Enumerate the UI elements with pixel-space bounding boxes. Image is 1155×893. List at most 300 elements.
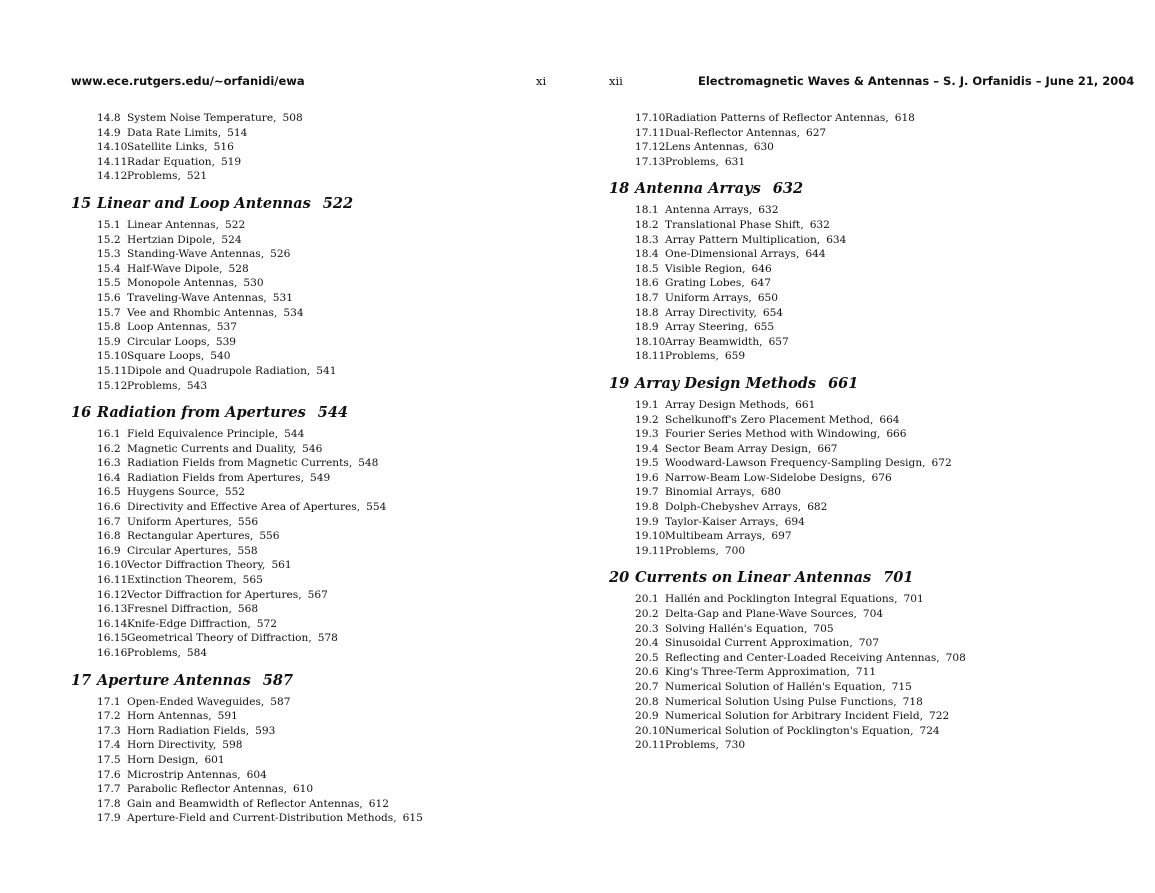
chapter-page-number: 544: [317, 404, 349, 422]
chapter-page-number: 522: [322, 194, 354, 212]
section-page-number: 659: [724, 350, 746, 363]
section-number: 17.2: [97, 710, 121, 723]
section-title: Vector Diffraction for Apertures,: [127, 588, 302, 601]
section-title: Extinction Theorem,: [127, 574, 237, 587]
section-page-number: 516: [213, 141, 234, 154]
toc-section-entry: [609, 622, 966, 637]
section-title: Parabolic Reflector Antennas,: [127, 783, 287, 796]
section-title: Horn Directivity,: [127, 739, 217, 752]
toc-section-entry: [609, 529, 966, 544]
toc-chapter: [71, 403, 423, 661]
section-title: Array Design Methods,: [665, 398, 790, 411]
section-page-number: 522: [225, 218, 246, 231]
right-page-number: xii: [609, 74, 623, 88]
toc-section-entry: [609, 306, 966, 321]
section-number: 16.16: [97, 647, 128, 659]
chapter-number: 20: [609, 569, 630, 587]
section-page-number: 694: [784, 515, 805, 528]
toc-section-entry: [71, 471, 423, 486]
section-title: Problems,: [665, 544, 719, 557]
section-number: 16.13: [97, 603, 128, 616]
section-title: Array Directivity,: [665, 306, 757, 319]
chapter-heading: [71, 403, 423, 423]
section-number: 20.7: [635, 681, 659, 693]
chapter-number: 18: [609, 180, 630, 198]
section-title: Hallén and Pocklington Integral Equations,: [665, 593, 898, 606]
section-title: Hertzian Dipole,: [127, 233, 216, 246]
section-page-number: 604: [246, 768, 267, 781]
toc-section-entry: [609, 413, 966, 428]
chapter-spacer: [609, 558, 966, 568]
toc-chapter: [609, 374, 966, 559]
toc-section-entry: [71, 738, 423, 753]
left-page-number: xi: [536, 74, 547, 88]
section-title: Directivity and Effective Area of Apertures,: [127, 501, 361, 514]
toc-section-entry: [609, 695, 966, 710]
section-title: Open-Ended Waveguides,: [127, 695, 265, 708]
section-number: 19.8: [635, 501, 659, 514]
section-number: 19.4: [635, 442, 659, 455]
toc-section-entry: [71, 485, 423, 500]
section-title: Taylor-Kaiser Arrays,: [665, 515, 779, 528]
section-number: 18.7: [635, 291, 659, 304]
section-page-number: 657: [768, 335, 789, 348]
section-title: Delta-Gap and Plane-Wave Sources,: [665, 608, 857, 621]
chapter-number: 19: [609, 374, 630, 392]
section-number: 18.4: [635, 248, 659, 261]
section-page-number: 587: [270, 695, 291, 708]
section-title: Translational Phase Shift,: [665, 218, 804, 231]
toc-section-entry: [71, 155, 423, 170]
chapter-title: Radiation from Apertures: [97, 404, 306, 422]
toc-section-entry: [609, 247, 966, 262]
section-title: Reflecting and Center-Loaded Receiving Antennas,: [665, 651, 940, 664]
chapter-spacer: [71, 184, 423, 194]
toc-section-entry: [71, 782, 423, 797]
toc-section-entry: [609, 500, 966, 515]
chapter-spacer: [71, 393, 423, 403]
section-number: 17.10: [635, 112, 666, 124]
section-number: 15.7: [97, 306, 121, 319]
section-number: 17.12: [635, 141, 666, 154]
section-title: Vector Diffraction Theory,: [127, 559, 266, 572]
toc-section-entry: [71, 126, 423, 141]
section-page-number: 552: [224, 486, 246, 499]
chapter-title: Aperture Antennas: [97, 671, 251, 689]
section-number: 16.4: [97, 471, 121, 484]
toc-section-entry: [71, 427, 423, 442]
toc-section-entry: [609, 456, 966, 471]
section-number: 18.10: [635, 335, 666, 348]
toc-section-entry: [71, 335, 423, 350]
section-page-number: 612: [368, 797, 389, 810]
section-page-number: 578: [317, 632, 338, 645]
section-title: Problems,: [665, 350, 719, 363]
toc-section-entry: [609, 592, 966, 607]
section-title: Magnetic Currents and Duality,: [127, 442, 297, 455]
section-page-number: 554: [366, 501, 387, 514]
section-number: 16.12: [97, 588, 128, 601]
chapter-page-number: 632: [772, 180, 804, 198]
chapter-number: 16: [71, 404, 92, 422]
section-number: 20.8: [635, 695, 659, 708]
section-title: Problems,: [127, 647, 181, 659]
toc-section-entry: [609, 427, 966, 442]
toc-section-entry: [609, 665, 966, 680]
section-page-number: 627: [805, 126, 827, 139]
toc-section-entry: [71, 544, 423, 559]
toc-section-entry: [609, 291, 966, 306]
section-page-number: 567: [307, 588, 328, 601]
section-title: Fresnel Diffraction,: [127, 603, 232, 616]
section-page-number: 697: [771, 530, 792, 543]
toc-section-entry: [71, 646, 423, 661]
section-number: 16.11: [97, 574, 128, 587]
chapter-page-number: 701: [883, 569, 914, 587]
section-title: Radiation Fields from Apertures,: [127, 471, 304, 484]
toc-chapter: [71, 671, 423, 826]
section-page-number: 707: [858, 637, 879, 650]
section-title: Horn Radiation Fields,: [127, 724, 250, 737]
toc-section-entry: [71, 529, 423, 544]
section-title: Radiation Fields from Magnetic Currents,: [127, 457, 353, 470]
section-page-number: 730: [724, 739, 746, 752]
toc-section-entry: [609, 709, 966, 724]
chapter-spacer: [71, 661, 423, 671]
section-number: 19.11: [635, 544, 666, 557]
section-title: Grating Lobes,: [665, 277, 745, 290]
toc-section-entry: [71, 379, 423, 394]
section-title: Knife-Edge Diffraction,: [127, 617, 251, 630]
section-title: Schelkunoff's Zero Placement Method,: [665, 413, 874, 426]
section-number: 16.15: [97, 632, 128, 645]
section-title: Problems,: [127, 170, 181, 183]
section-number: 18.2: [635, 218, 659, 231]
section-page-number: 556: [237, 515, 259, 528]
section-title: Circular Apertures,: [127, 544, 232, 557]
section-number: 15.8: [97, 321, 121, 334]
chapter-title: Array Design Methods: [635, 374, 817, 392]
section-title: Standing-Wave Antennas,: [127, 248, 265, 261]
toc-section-entry: [71, 140, 423, 155]
toc-section-entry: [609, 203, 966, 218]
section-page-number: 618: [894, 112, 915, 124]
toc-section-entry: [609, 320, 966, 335]
section-page-number: 548: [358, 457, 379, 470]
section-page-number: 561: [271, 559, 292, 572]
toc-chapter: [71, 194, 423, 393]
section-page-number: 540: [210, 350, 231, 363]
section-page-number: 584: [186, 647, 208, 659]
section-title: Data Rate Limits,: [127, 126, 222, 139]
section-title: Square Loops,: [127, 350, 205, 363]
section-page-number: 539: [215, 335, 237, 348]
section-number: 15.10: [97, 350, 128, 363]
section-title: Uniform Apertures,: [127, 515, 232, 528]
toc-section-entry: [609, 233, 966, 248]
chapter-spacer: [609, 364, 966, 374]
section-page-number: 708: [945, 651, 966, 664]
section-page-number: 546: [302, 442, 323, 455]
section-number: 20.4: [635, 637, 659, 650]
section-page-number: 572: [256, 617, 277, 630]
section-title: Rectangular Apertures,: [127, 530, 254, 543]
section-page-number: 549: [309, 471, 331, 484]
section-number: 17.5: [97, 753, 121, 766]
toc-section-entry: [71, 349, 423, 364]
section-title: Aperture-Field and Current-Distribution Methods,: [127, 812, 397, 825]
section-title: Dolph-Chebyshev Arrays,: [665, 501, 802, 514]
section-title: Geometrical Theory of Diffraction,: [127, 632, 312, 645]
section-page-number: 655: [753, 321, 775, 334]
section-page-number: 682: [807, 501, 828, 514]
section-page-number: 701: [903, 593, 924, 606]
section-number: 17.8: [97, 797, 121, 810]
section-title: Circular Loops,: [127, 335, 210, 348]
section-page-number: 630: [753, 141, 774, 154]
section-title: Dual-Reflector Antennas,: [665, 126, 800, 139]
toc-section-entry: [609, 724, 966, 739]
right-toc-column: [609, 111, 966, 753]
toc-section-entry: [71, 456, 423, 471]
section-title: Vee and Rhombic Antennas,: [127, 306, 278, 319]
chapter-heading: [609, 179, 966, 199]
toc-section-entry: [609, 398, 966, 413]
toc-section-entry: [71, 811, 423, 826]
toc-section-entry: [609, 680, 966, 695]
section-title: Problems,: [665, 739, 719, 752]
section-title: Visible Region,: [665, 262, 746, 275]
section-number: 14.11: [97, 155, 128, 168]
section-page-number: 646: [751, 262, 772, 275]
section-number: 14.10: [97, 141, 128, 154]
section-number: 19.9: [635, 515, 659, 528]
section-page-number: 534: [283, 306, 304, 319]
toc-section-entry: [71, 169, 423, 184]
section-title: Horn Design,: [127, 753, 199, 766]
section-title: Radar Equation,: [127, 155, 215, 168]
section-title: Loop Antennas,: [127, 321, 211, 334]
section-page-number: 568: [237, 603, 259, 616]
section-page-number: 615: [402, 812, 423, 825]
section-page-number: 704: [862, 608, 884, 621]
section-page-number: 530: [243, 277, 264, 290]
section-number: 18.5: [635, 262, 659, 275]
section-number: 20.1: [635, 593, 659, 606]
section-number: 14.8: [97, 112, 121, 124]
section-number: 15.9: [97, 335, 121, 348]
section-title: Sector Beam Array Design,: [665, 442, 812, 455]
section-title: Monopole Antennas,: [127, 277, 238, 290]
toc-section-entry: [71, 262, 423, 277]
toc-section-entry: [609, 140, 966, 155]
section-title: One-Dimensional Arrays,: [665, 248, 800, 261]
section-page-number: 514: [227, 126, 248, 139]
toc-section-entry: [71, 695, 423, 710]
section-title: Gain and Beamwidth of Reflector Antennas,: [127, 797, 363, 810]
chapter-page-number: 587: [262, 671, 294, 689]
right-running-header: Electromagnetic Waves & Antennas – S. J. Orfanidis – June 21, 2004: [698, 74, 1135, 88]
left-toc-column: [71, 111, 423, 826]
section-title: Radiation Patterns of Reflector Antennas,: [665, 112, 889, 124]
toc-section-entry: [71, 233, 423, 248]
toc-section-entry: [609, 262, 966, 277]
section-page-number: 631: [724, 155, 746, 168]
chapter-heading: [71, 671, 423, 691]
toc-section-entry: [609, 155, 966, 170]
toc-section-entry: [71, 617, 423, 632]
chapter-number: 17: [71, 671, 92, 689]
toc-section-entry: [609, 651, 966, 666]
toc-section-entry: [71, 602, 423, 617]
section-page-number: 672: [931, 457, 952, 470]
toc-section-entry: [71, 709, 423, 724]
section-number: 20.9: [635, 710, 659, 723]
section-title: Uniform Arrays,: [665, 291, 752, 304]
section-page-number: 524: [221, 233, 242, 246]
section-number: 19.3: [635, 428, 659, 441]
section-page-number: 556: [259, 530, 280, 543]
section-page-number: 526: [270, 248, 291, 261]
section-page-number: 680: [760, 486, 781, 499]
toc-section-entry: [71, 515, 423, 530]
section-page-number: 644: [805, 248, 826, 261]
section-number: 15.11: [97, 364, 128, 377]
section-number: 14.9: [97, 126, 121, 139]
section-number: 19.1: [635, 398, 659, 411]
section-number: 19.10: [635, 530, 666, 543]
section-number: 15.4: [97, 262, 121, 275]
toc-section-entry: [609, 515, 966, 530]
section-number: 17.3: [97, 724, 121, 737]
section-title: Field Equivalence Principle,: [127, 428, 279, 441]
section-title: Linear Antennas,: [127, 218, 220, 231]
chapter-heading: [609, 568, 966, 588]
toc-section-entry: [71, 276, 423, 291]
section-number: 16.14: [97, 617, 128, 630]
section-number: 15.2: [97, 233, 121, 246]
section-page-number: 519: [220, 155, 242, 168]
section-page-number: 667: [817, 442, 838, 455]
section-page-number: 715: [891, 681, 912, 693]
section-number: 16.10: [97, 559, 128, 572]
chapter-title: Currents on Linear Antennas: [635, 569, 872, 587]
section-page-number: 632: [758, 204, 779, 217]
section-number: 18.1: [635, 204, 659, 217]
section-number: 16.3: [97, 457, 121, 470]
section-number: 19.7: [635, 486, 659, 499]
toc-section-entry: [71, 320, 423, 335]
section-page-number: 724: [919, 724, 940, 737]
section-number: 18.3: [635, 233, 659, 246]
toc-section-entry: [609, 335, 966, 350]
section-page-number: 650: [757, 291, 779, 304]
section-title: Traveling-Wave Antennas,: [127, 291, 267, 304]
left-running-header: www.ece.rutgers.edu/~orfanidi/ewa: [71, 74, 305, 88]
section-page-number: 647: [750, 277, 771, 290]
chapter-title: Antenna Arrays: [635, 180, 761, 198]
section-page-number: 508: [282, 112, 303, 124]
section-page-number: 541: [316, 364, 337, 377]
section-number: 16.5: [97, 486, 121, 499]
section-number: 14.12: [97, 170, 128, 183]
section-title: Horn Antennas,: [127, 710, 212, 723]
section-title: Huygens Source,: [127, 486, 219, 499]
toc-section-entry: [71, 442, 423, 457]
toc-section-entry: [71, 588, 423, 603]
section-page-number: 722: [928, 710, 950, 723]
section-title: Microstrip Antennas,: [127, 768, 241, 781]
section-number: 20.11: [635, 739, 666, 752]
section-title: Fourier Series Method with Windowing,: [665, 428, 881, 441]
section-number: 17.6: [97, 768, 121, 781]
toc-section-entry: [71, 631, 423, 646]
toc-section-entry: [609, 442, 966, 457]
toc-section-entry: [71, 364, 423, 379]
section-title: Numerical Solution of Hallén's Equation,: [665, 681, 886, 693]
section-title: Problems,: [127, 379, 181, 392]
section-page-number: 654: [762, 306, 784, 319]
section-number: 20.2: [635, 608, 659, 621]
section-page-number: 634: [826, 233, 847, 246]
section-number: 17.11: [635, 126, 666, 139]
chapter-heading: [71, 194, 423, 214]
section-title: Array Beamwidth,: [665, 335, 763, 348]
section-page-number: 705: [813, 622, 834, 635]
section-number: 17.13: [635, 155, 666, 168]
section-title: System Noise Temperature,: [127, 112, 277, 124]
section-number: 20.10: [635, 724, 666, 737]
section-page-number: 666: [886, 428, 907, 441]
toc-section-entry: [609, 544, 966, 559]
section-title: Woodward-Lawson Frequency-Sampling Design,: [665, 457, 926, 470]
section-title: Half-Wave Dipole,: [127, 262, 223, 275]
section-page-number: 528: [228, 262, 249, 275]
toc-section-entry: [609, 485, 966, 500]
section-page-number: 711: [855, 666, 877, 679]
toc-section-entry: [609, 607, 966, 622]
toc-chapter: [609, 568, 966, 753]
section-title: Binomial Arrays,: [665, 486, 755, 499]
chapter-title: Linear and Loop Antennas: [97, 194, 311, 212]
section-title: King's Three-Term Approximation,: [665, 666, 850, 679]
section-page-number: 537: [216, 321, 237, 334]
section-page-number: 591: [217, 710, 238, 723]
toc-section-entry: [71, 306, 423, 321]
section-title: Problems,: [665, 155, 719, 168]
toc-section-entry: [71, 218, 423, 233]
section-page-number: 521: [186, 170, 208, 183]
section-number: 16.9: [97, 544, 121, 557]
section-number: 16.6: [97, 501, 121, 514]
section-number: 15.6: [97, 291, 121, 304]
section-page-number: 565: [242, 574, 263, 587]
section-number: 17.4: [97, 739, 121, 752]
section-number: 17.7: [97, 783, 121, 796]
toc-section-entry: [71, 558, 423, 573]
section-number: 15.5: [97, 277, 121, 290]
toc-section-entry: [71, 500, 423, 515]
section-number: 18.6: [635, 277, 659, 290]
section-number: 17.1: [97, 695, 121, 708]
section-number: 18.9: [635, 321, 659, 334]
toc-chapter: [609, 179, 966, 364]
section-number: 16.2: [97, 442, 121, 455]
toc-section-entry: [609, 126, 966, 141]
section-number: 16.8: [97, 530, 121, 543]
toc-section-entry: [609, 738, 966, 753]
toc-section-entry: [71, 797, 423, 812]
